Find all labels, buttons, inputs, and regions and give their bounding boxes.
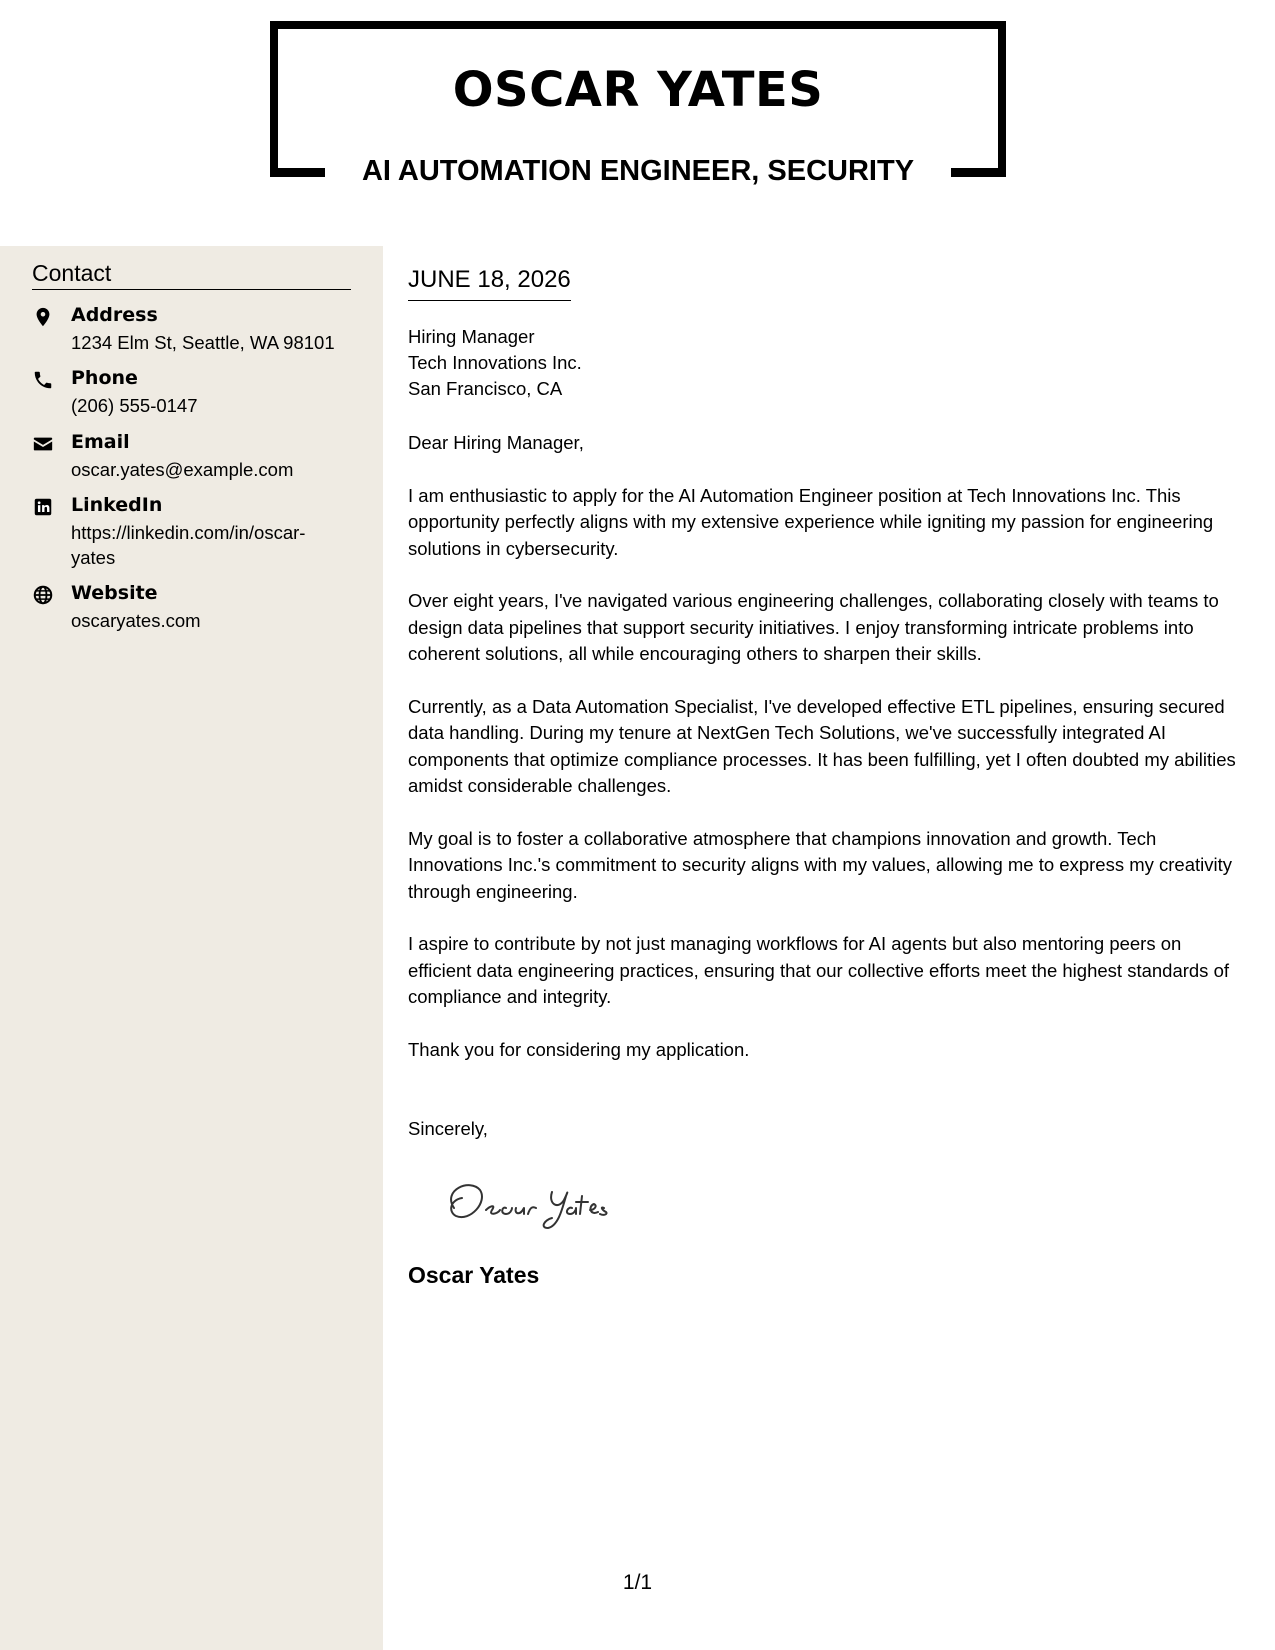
phone-icon — [32, 369, 54, 391]
job-title: AI AUTOMATION ENGINEER, SECURITY — [361, 155, 915, 187]
location-pin-icon — [32, 306, 54, 328]
recipient-block — [408, 324, 582, 402]
contact-value: https://linkedin.com/in/oscar-yates — [71, 522, 306, 568]
globe-icon — [32, 584, 54, 606]
contact-label: Website — [71, 582, 158, 604]
applicant-name: OSCAR YATES — [452, 62, 824, 118]
contact-value: (206) 555-0147 — [71, 395, 198, 416]
contact-value: 1234 Elm St, Seattle, WA 98101 — [71, 332, 335, 353]
letter-paragraph: Over eight years, I've navigated various engineering challenges, collaborating closely with teams to design data pipelines that support security initiatives. I enjoy transforming intricate problems into coherent solutions, all while encouraging others to sharpen their skills. — [408, 590, 1219, 664]
recipient-line: Tech Innovations Inc. — [408, 352, 582, 373]
contact-label: Email — [71, 431, 130, 453]
page-number: 1/1 — [622, 1571, 653, 1594]
letter-paragraph: My goal is to foster a collaborative atmosphere that champions innovation and growth. Tech Innovations Inc.'s commitment to security aligns with my values, allowing me to express my creativity through engineering. — [408, 827, 1232, 902]
letter-paragraph: Thank you for considering my application. — [408, 1038, 750, 1060]
contact-label: Phone — [71, 367, 138, 389]
letter-body — [408, 430, 1240, 1089]
recipient-line: San Francisco, CA — [408, 378, 563, 399]
closing: Sincerely, — [408, 1118, 488, 1139]
contact-value: oscaryates.com — [71, 610, 201, 631]
letter-date: JUNE 18, 2026 — [408, 266, 571, 301]
contact-label: Address — [71, 304, 158, 326]
linkedin-icon — [32, 496, 54, 518]
envelope-icon — [32, 433, 54, 455]
letter-paragraph: I aspire to contribute by not just managing workflows for AI agents but also mentoring peers on efficient data engineering practices, ensuring that our collective efforts meet the highest standards of compliance and integrity. — [408, 933, 1230, 1007]
contact-value: oscar.yates@example.com — [71, 459, 294, 480]
signer-name: Oscar Yates — [408, 1262, 540, 1288]
letter-paragraph: I am enthusiastic to apply for the AI Automation Engineer position at Tech Innovations Inc. This opportunity perfectly aligns with my extensive experience while igniting my passion for engineering solutions in cybersecurity. — [408, 484, 1214, 559]
salutation: Dear Hiring Manager, — [408, 432, 584, 453]
letter-paragraph: Currently, as a Data Automation Specialist, I've developed effective ETL pipelines, ensuring secured data handling. During my tenure at NextGen Tech Solutions, we've successfully integrated AI components that optimize compliance processes. It has been fulfilling, yet I often doubted my abilities amidst considerable challenges. — [408, 695, 1236, 796]
handwritten-signature — [440, 1170, 660, 1240]
contact-label: LinkedIn — [71, 494, 163, 516]
contact-heading: Contact — [32, 260, 351, 290]
recipient-line: Hiring Manager — [408, 326, 535, 347]
